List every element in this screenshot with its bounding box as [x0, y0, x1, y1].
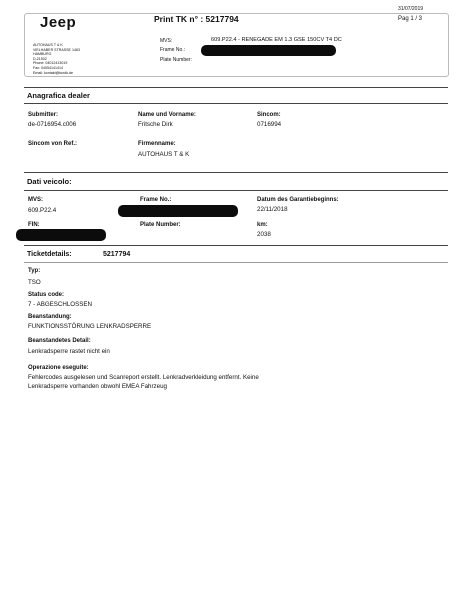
- firm-value: AUTOHAUS T & K: [138, 151, 190, 158]
- firm-label: Firmenname:: [138, 141, 176, 147]
- status-label: Status code:: [28, 292, 65, 298]
- jeep-logo: Jeep: [40, 14, 77, 31]
- sincom-label: Sincom:: [257, 112, 281, 118]
- km-label: km:: [257, 222, 268, 228]
- fin-label: FIN:: [28, 222, 40, 228]
- sincom-value: 0716994: [257, 121, 282, 128]
- address-line: VIELHABER STRASSE 1463: [33, 47, 80, 52]
- header-mvs-value: 609.P22.4 - RENEGADE EM 1.3 GSE 150CV T4 DC: [211, 37, 342, 43]
- header-mvs-label: MVS:: [160, 38, 173, 44]
- address-line: Email: kontakt@tundk.de: [33, 70, 74, 75]
- section-rule: [24, 245, 448, 246]
- typ-value: TSO: [28, 279, 41, 286]
- ticket-number: 5217794: [103, 251, 131, 258]
- name-value: Fritsche Dirk: [138, 121, 173, 128]
- vehicle-mvs-value: 609.P22.4: [28, 207, 57, 214]
- vehicle-mvs-label: MVS:: [28, 197, 43, 203]
- complaint-value: FUNKTIONSSTÖRUNG LENKRADSPERRE: [28, 323, 152, 330]
- address-line: Fax: 04054141414: [33, 65, 63, 70]
- operations-line: Fehlercodes ausgelesen und Scanreport erstellt. Lenkradverkleidung entfernt. Keine: [28, 374, 259, 381]
- km-value: 2038: [257, 231, 271, 238]
- page-number: Pag 1 / 3: [398, 16, 423, 22]
- detail-label: Beanstandetes Detail:: [28, 338, 91, 344]
- sincom-ref-label: Sincom von Ref.:: [28, 141, 78, 147]
- dealer-address: [33, 43, 80, 75]
- submitter-label: Submitter:: [28, 112, 58, 118]
- operations-line: Lenkradsperre vorhanden obwohl EMEA Fahrzeug: [28, 383, 167, 390]
- submitter-value: de-0716954.c006: [28, 121, 77, 128]
- redacted-vehicle-frame: [118, 205, 238, 217]
- address-line: AUTOHAUS T & K: [33, 43, 63, 47]
- section-rule: [24, 172, 448, 173]
- vehicle-plate-label: Plate Number:: [140, 222, 181, 228]
- header-plate-label: Plate Number:: [160, 57, 192, 63]
- detail-value: Lenkradsperre rastet nicht ein: [28, 348, 110, 355]
- warranty-label: Datum des Garantiebeginns:: [257, 197, 339, 203]
- dealer-section-title: Anagrafica dealer: [27, 91, 90, 100]
- redacted-frame-number: [201, 45, 336, 56]
- vehicle-section-title: Dati veicolo:: [27, 177, 72, 186]
- section-rule: [24, 190, 448, 191]
- operations-label: Operazione eseguite:: [28, 365, 89, 371]
- section-rule: [24, 87, 448, 88]
- address-line: D-21502: [33, 56, 47, 61]
- header-frame-label: Frame No.:: [160, 47, 186, 53]
- warranty-value: 22/11/2018: [257, 206, 288, 213]
- name-label: Name und Vorname:: [138, 112, 196, 118]
- complaint-label: Beanstandung:: [28, 314, 72, 320]
- status-value: 7 - ABGESCHLOSSEN: [28, 301, 92, 308]
- ticket-label: Ticketdetails:: [27, 251, 72, 258]
- print-date: 31/07/2019: [398, 6, 424, 12]
- section-rule: [24, 262, 448, 263]
- redacted-fin: [16, 229, 106, 241]
- address-line: HAMBURG: [33, 52, 52, 57]
- vehicle-frame-label: Frame No.:: [140, 197, 172, 203]
- print-ticket-number: Print TK n° : 5217794: [154, 14, 239, 24]
- section-rule: [24, 103, 448, 104]
- typ-label: Typ:: [28, 268, 41, 274]
- address-line: Phone: 04012413019: [33, 61, 68, 66]
